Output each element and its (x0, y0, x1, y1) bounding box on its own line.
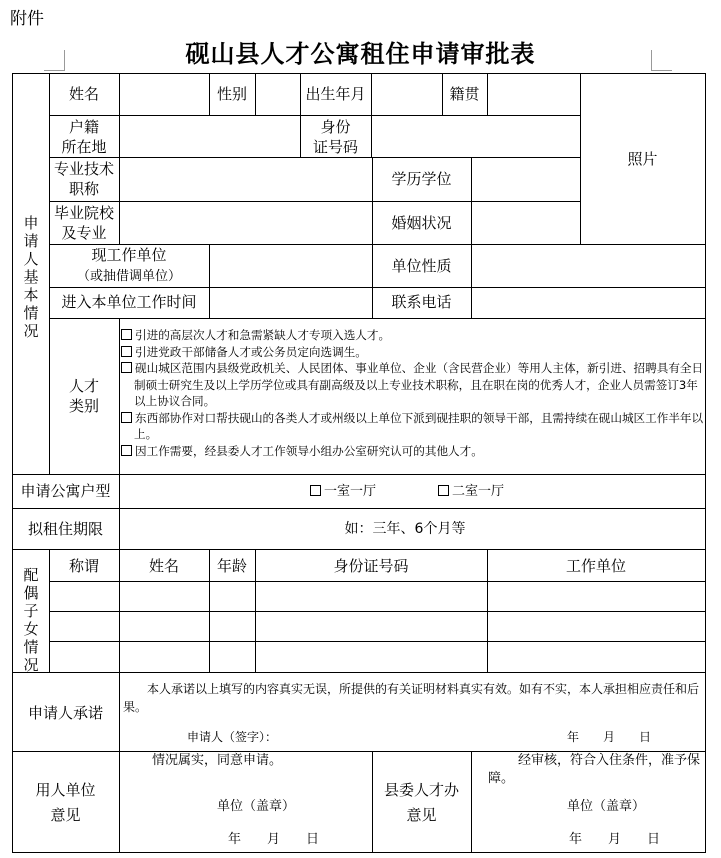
label-id-number: 身份 证号码 (312, 118, 358, 156)
label-photo: 照片 (627, 150, 658, 168)
checkbox[interactable] (121, 412, 132, 423)
employer-opinion-text: 情况属实，同意申请。 (152, 753, 283, 768)
talent-option-1[interactable]: 引进的高层次人才和急需紧缺人才专项入选人才。 (121, 327, 705, 344)
label-apartment-type: 申请公寓户型 (20, 482, 111, 500)
label-hukou: 户籍 所在地 (61, 118, 107, 156)
talent-category-options (121, 327, 705, 459)
promise-text: 本人承诺以上填写的内容真实无误，所提供的有关证明材料真实有效。如有不实，本人承担相应责任和后果。 (123, 682, 700, 714)
label-applicant-promise: 申请人承诺 (27, 704, 103, 722)
office-seal: 单位（盖章） (567, 799, 646, 814)
office-opinion-text: 经审核，符合入住条件，准予保障。 (488, 753, 701, 786)
col-relation: 称谓 (68, 557, 99, 575)
apartment-option-one-room[interactable]: 一室一厅 (310, 483, 376, 500)
col-id-number: 身份证号码 (333, 557, 409, 575)
employer-seal: 单位（盖章） (217, 799, 296, 814)
label-talent-category: 人才 类别 (68, 377, 99, 415)
checkbox[interactable] (121, 329, 132, 340)
col-employer: 工作单位 (565, 557, 626, 575)
checkbox[interactable] (121, 346, 132, 357)
label-degree: 学历学位 (391, 170, 452, 188)
annex-label: 附件 (10, 9, 44, 29)
label-origin: 籍贯 (449, 85, 480, 103)
section-spouse-children: 配偶子女情况 (23, 566, 39, 674)
label-marital-status: 婚姻状况 (391, 214, 452, 232)
talent-option-3[interactable]: 砚山城区范围内县级党政机关、人民团体、事业单位、企业（含民营企业）等用人主体，新引进、招聘具有全日制硕士研究生及以上学历学位或具有副高级及以上专业技术职称，且在职在岗的优秀人才，企业人员需签订3年以上协议合同。 (121, 360, 705, 410)
label-phone: 联系电话 (391, 293, 452, 311)
label-professional-title: 专业技术 职称 (53, 160, 114, 198)
promise-signature: 申请人（签字）： (187, 730, 278, 744)
label-school-major: 毕业院校 及专业 (53, 204, 114, 242)
col-name: 姓名 (148, 557, 179, 575)
label-unit-type: 单位性质 (391, 257, 452, 275)
label-birth: 出生年月 (305, 85, 366, 103)
section-applicant-basic: 申请人基本情况 (23, 214, 39, 340)
talent-option-4[interactable]: 东西部协作对口帮扶砚山的各类人才或州级以上单位下派到砚挂职的领导干部，且需持续在砚山城区工作半年以上。 (121, 410, 705, 443)
checkbox[interactable] (121, 445, 132, 456)
label-gender: 性别 (216, 85, 247, 103)
talent-option-5[interactable]: 因工作需要，经县委人才工作领导小组办公室研究认可的其他人才。 (121, 443, 705, 460)
employer-date: 年 月 日 (228, 832, 320, 847)
label-talent-office-opinion: 县委人才办 意见 (383, 781, 459, 824)
col-age: 年龄 (216, 557, 247, 575)
talent-option-2[interactable]: 引进党政干部储备人才或公务员定向选调生。 (121, 344, 705, 361)
rental-period-hint: 如：三年、6个月等 (344, 521, 466, 537)
checkbox[interactable] (438, 485, 449, 496)
checkbox[interactable] (121, 362, 132, 373)
promise-date: 年 月 日 (567, 730, 652, 744)
office-date: 年 月 日 (569, 832, 661, 847)
label-rental-period: 拟租住期限 (27, 520, 103, 538)
label-name: 姓名 (68, 85, 99, 103)
apartment-option-two-room[interactable]: 二室一厅 (438, 483, 504, 500)
label-employer-opinion: 用人单位 意见 (35, 781, 96, 824)
label-current-employer: 现工作单位 （或抽借调单位） (76, 246, 181, 284)
label-join-time: 进入本单位工作时间 (61, 293, 197, 311)
checkbox[interactable] (310, 485, 321, 496)
form-title: 砚山县人才公寓租住申请审批表 (185, 40, 536, 68)
